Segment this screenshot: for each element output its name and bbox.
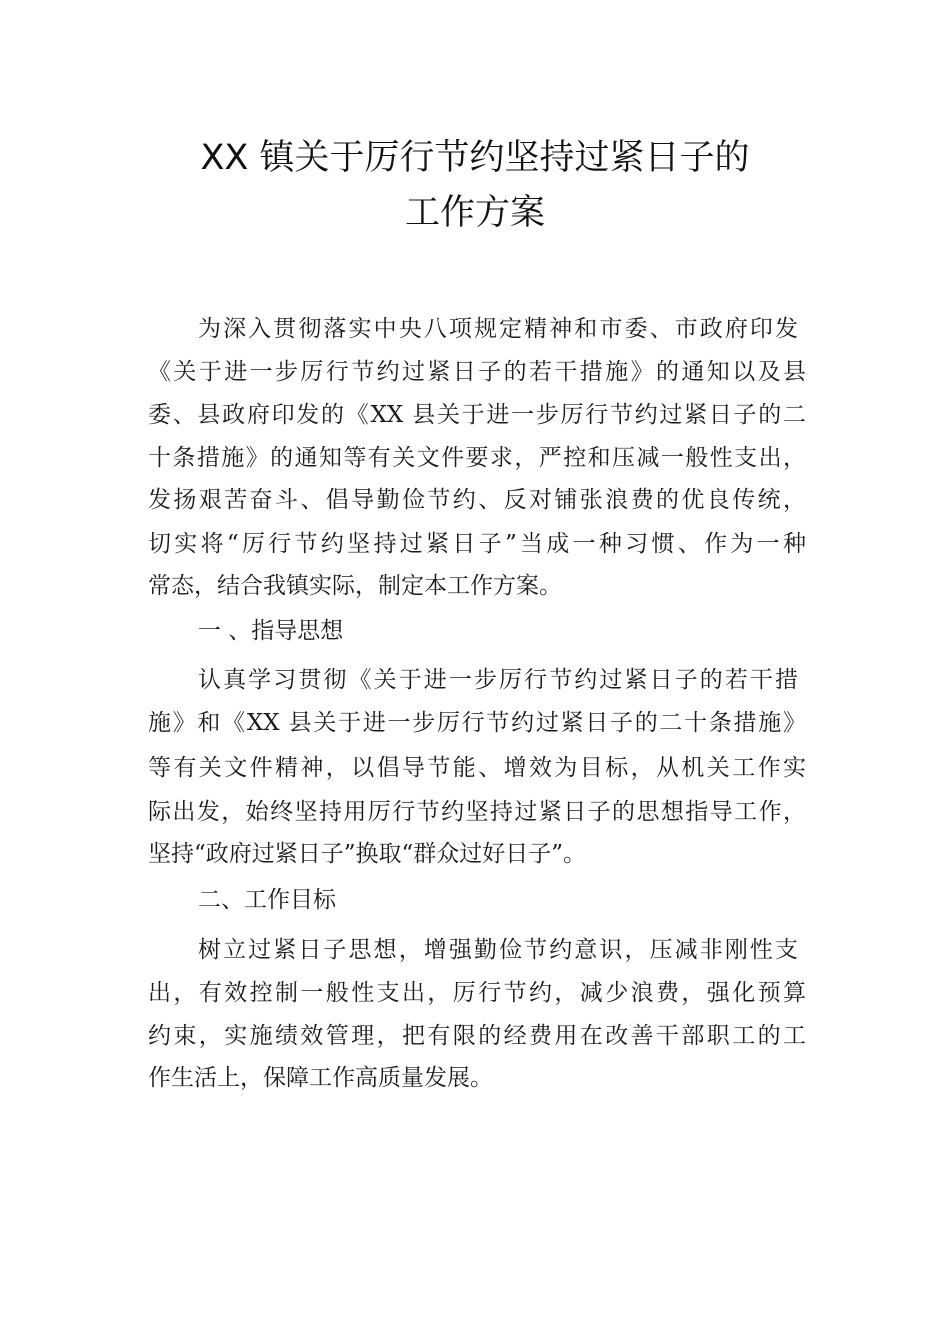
- paragraph-section2-line: 出，有效控制一般性支出，厉行节约，减少浪费，强化预算: [148, 980, 806, 1006]
- paragraph-section1-line: 认真学习贯彻《关于进一步厉行节约过紧日子的若干措: [198, 667, 798, 693]
- section-heading-work-goals: 二、工作目标: [198, 887, 336, 913]
- section-heading-guiding-ideology: 一 、指导思想: [198, 618, 344, 644]
- paragraph-section2-line: 树立过紧日子思想，增强勤俭节约意识，压减非刚性支: [198, 937, 798, 963]
- paragraph-section2-line: 约束，实施绩效管理，把有限的经费用在改善干部职工的工: [148, 1023, 806, 1049]
- paragraph-section1-line: 等有关文件精神，以倡导节能、增效为目标，从机关工作实: [148, 755, 806, 781]
- paragraph-intro-line: 常态，结合我镇实际，制定本工作方案。: [148, 573, 562, 599]
- paragraph-section1-line: 施》和《XX 县关于进一步厉行节约过紧日子的二十条措施》: [148, 710, 806, 736]
- paragraph-section1-line: 坚持“政府过紧日子”换取“群众过好日子”。: [148, 841, 587, 867]
- paragraph-intro-line: 十条措施》的通知等有关文件要求，严控和压减一般性支出，: [148, 445, 806, 471]
- paragraph-intro-line: 为深入贯彻落实中央八项规定精神和市委、市政府印发: [198, 316, 798, 342]
- paragraph-intro-line: 委、县政府印发的《XX 县关于进一步厉行节约过紧日子的二: [148, 402, 806, 428]
- paragraph-intro-line: 《关于进一步厉行节约过紧日子的若干措施》的通知以及县: [148, 359, 806, 385]
- paragraph-intro-line: 发扬艰苦奋斗、倡导勤俭节约、反对铺张浪费的优良传统，: [148, 487, 806, 513]
- paragraph-intro-line: 切实将“厉行节约坚持过紧日子”当成一种习惯、作为一种: [148, 531, 806, 557]
- paragraph-section2-line: 作生活上，保障工作高质量发展。: [148, 1065, 493, 1091]
- document-title-line-2: 工作方案: [404, 193, 545, 233]
- document-title-line-1: XX 镇关于厉行节约坚持过紧日子的: [200, 138, 750, 178]
- paragraph-section1-line: 际出发，始终坚持用厉行节约坚持过紧日子的思想指导工作，: [148, 799, 806, 825]
